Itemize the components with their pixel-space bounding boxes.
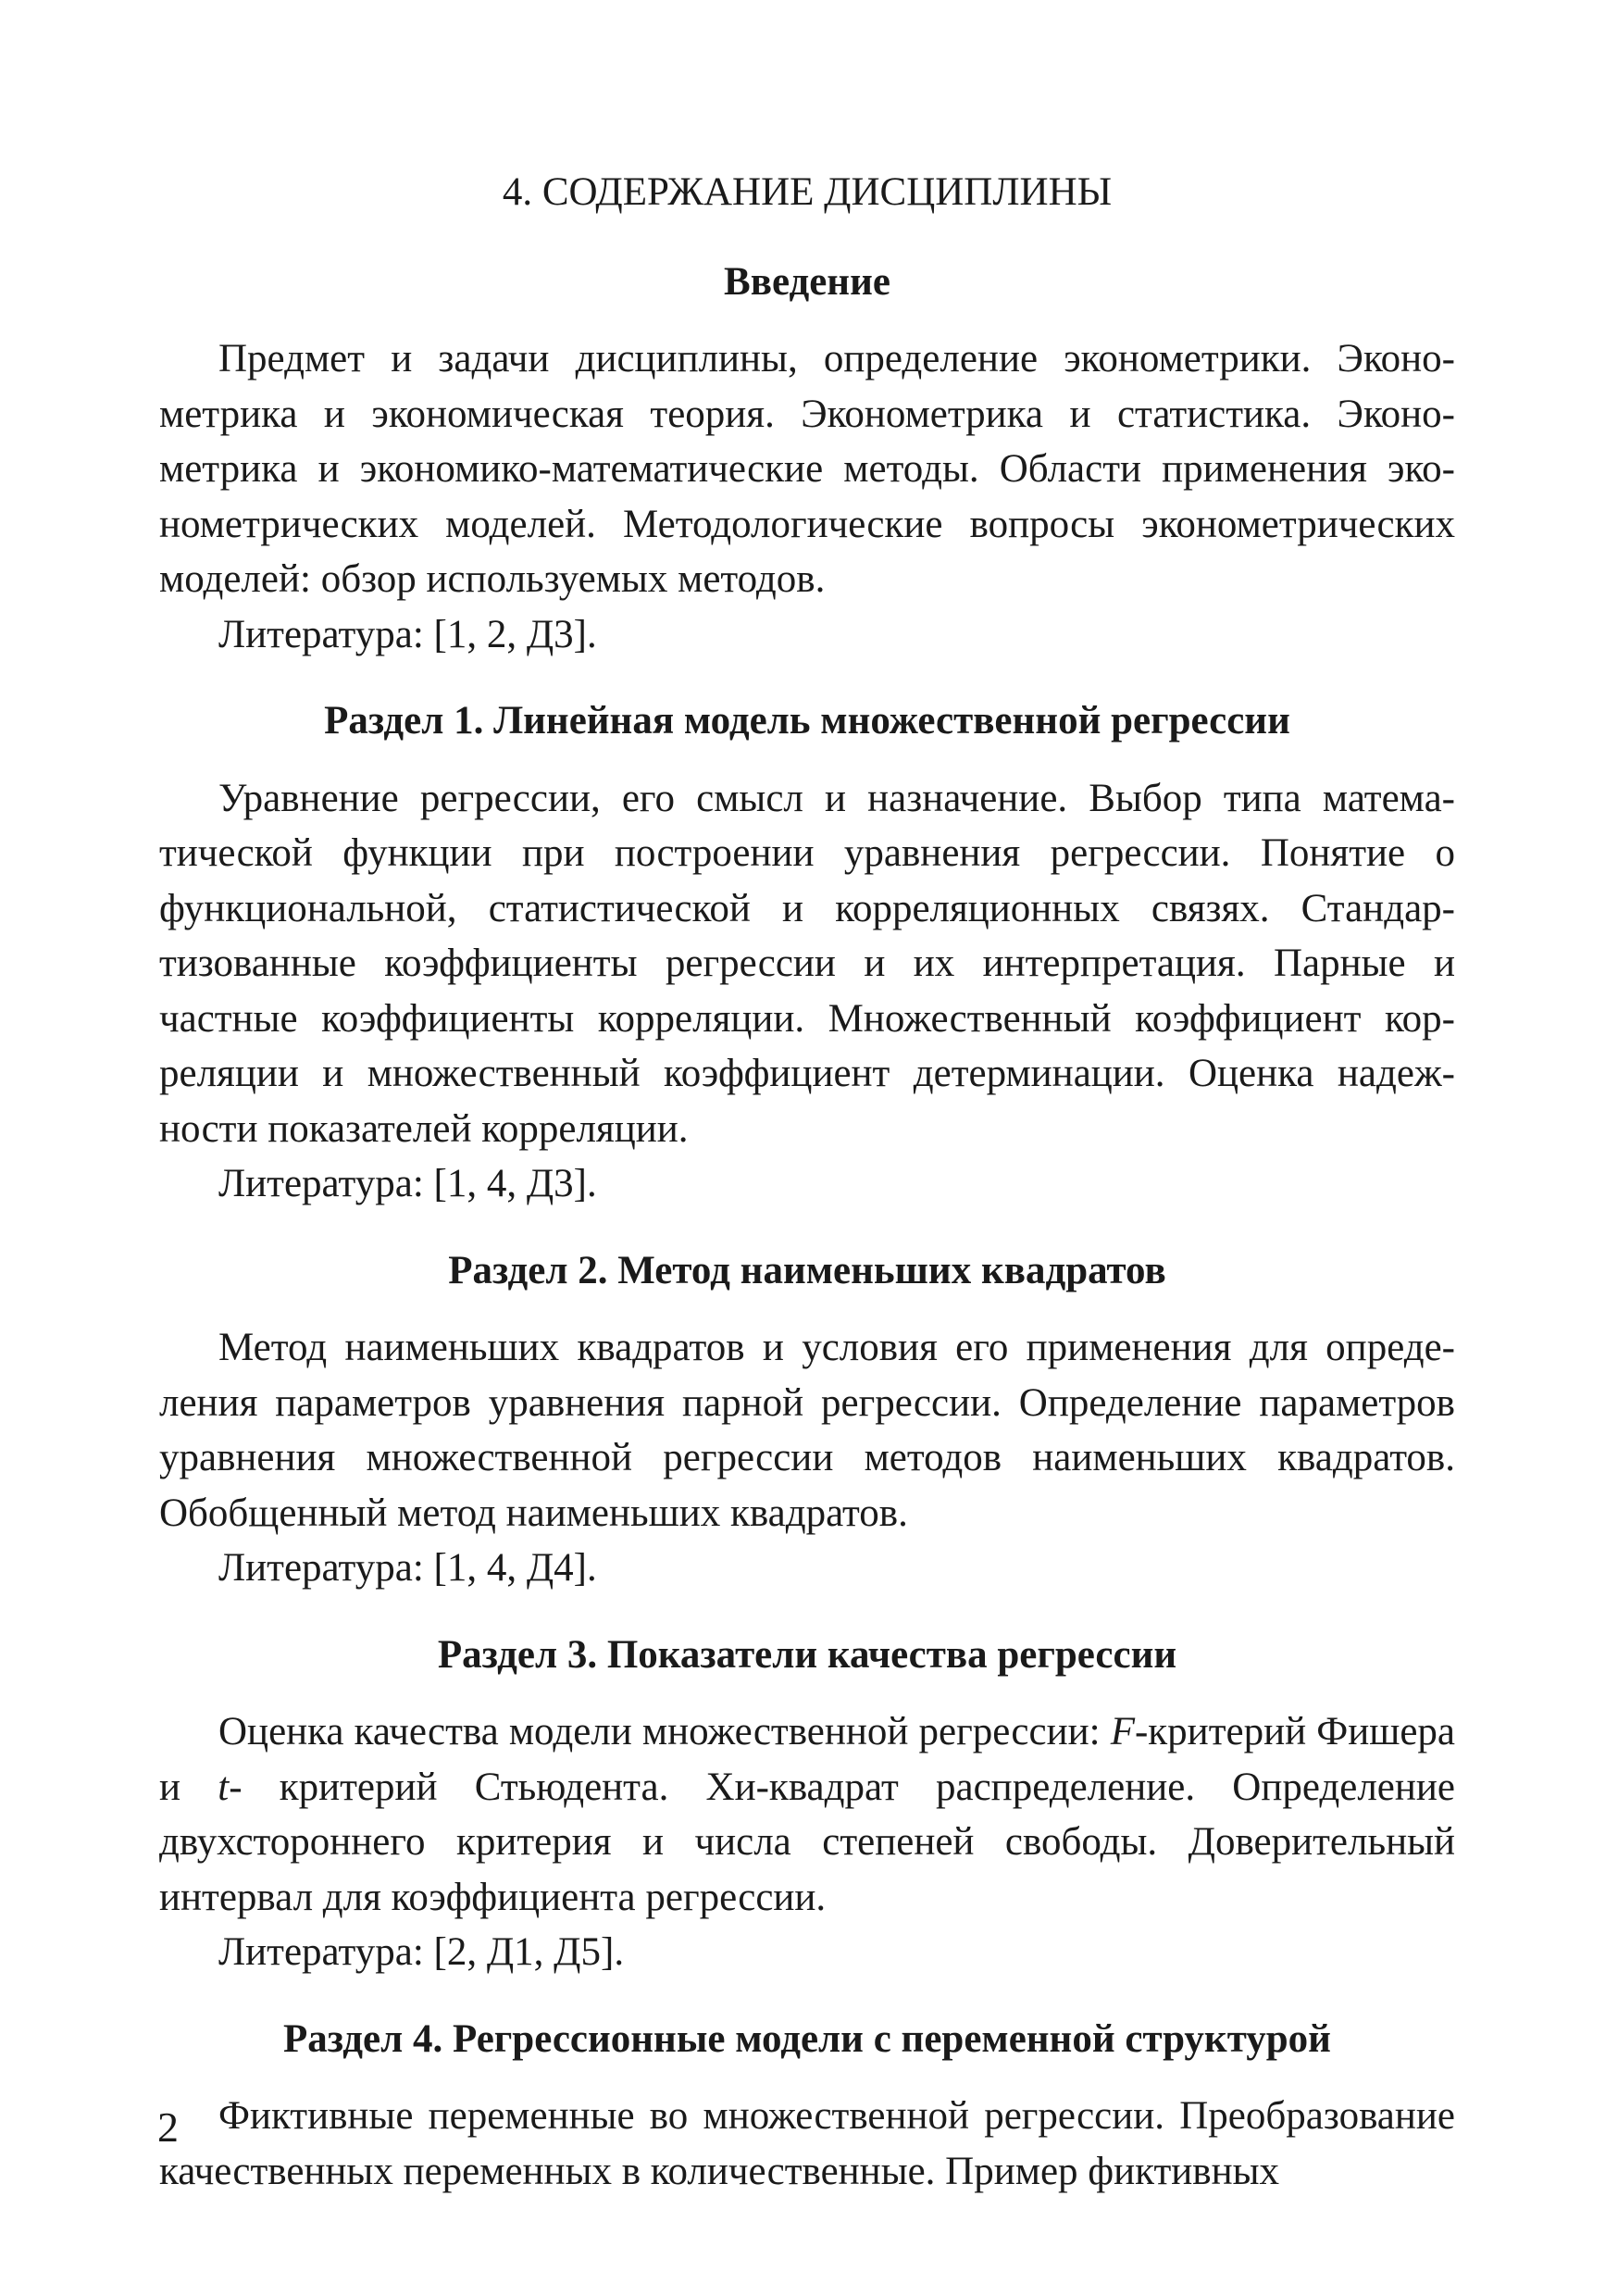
f-symbol: F [1110, 1710, 1135, 1753]
page-content [159, 165, 1455, 2199]
section-text: Предмет и задачи дисциплины, определение эконометрики. Эконометрика и экономическая теория. Эконометрика и статистика. Эконометрика и экономико-математические методы. Области применения эконометрических моделей. Методологические вопросы эконометрических моделей: обзор используемых методов. [159, 337, 1455, 601]
section-text: Уравнение регрессии, его смысл и назначение. Выбор типа математической функции при построении уравнения регрессии. Понятие о функциональной, статистической и корреляционных связях. Стандартизованные коэффициенты регрессии и их интерпретация. Парные и частные коэффициенты корреляции. Множественный коэффициент корреляции и множественный коэффициент детерминации. Оценка надежности показателей корреляции. [159, 776, 1455, 1151]
section-text: Метод наименьших квадратов и условия его применения для определения параметров уравнения парной регрессии. Определение параметров уравнения множественной регрессии методов наименьших квадратов. Обобщенный метод наименьших квадратов. [159, 1326, 1455, 1535]
section-heading: Введение [724, 259, 890, 304]
text-segment: - критерий Стьюдента. Хи-квадрат распределение. Определение двухстороннего критерия и числа степеней свободы. Доверительный интервал для коэффициента регрессии. [159, 1765, 1455, 1919]
section-heading: Раздел 1. Линейная модель множественной регрессии [324, 699, 1290, 742]
section-heading: Раздел 2. Метод наименьших квадратов [448, 1248, 1166, 1292]
section-text: Фиктивные переменные во множественной регрессии. Преобразование качественных переменных в количественные. Пример фиктивных [159, 2094, 1455, 2193]
section-heading: Раздел 4. Регрессионные модели с переменной структурой [283, 2016, 1331, 2061]
page-number: 2 [157, 2103, 179, 2151]
section-introduction [159, 255, 1455, 663]
chapter-title: 4. СОДЕРЖАНИЕ ДИСЦИПЛИНЫ [502, 170, 1113, 214]
literature-reference: Литература: [1, 4, Д4]. [218, 1546, 597, 1590]
text-segment: -критерий Фишера и [159, 1710, 1455, 1809]
section-2 [159, 1243, 1455, 1596]
t-symbol: t [218, 1765, 230, 1809]
section-text [159, 1704, 1455, 1925]
section-1 [159, 693, 1455, 1212]
text-segment: Оценка качества модели множественной регрессии: [218, 1710, 1111, 1753]
literature-reference: Литература: [2, Д1, Д5]. [218, 1930, 625, 1974]
section-3 [159, 1628, 1455, 1980]
section-4 [159, 2012, 1455, 2200]
literature-reference: Литература: [1, 4, Д3]. [218, 1162, 597, 1205]
section-heading: Раздел 3. Показатели качества регрессии [437, 1632, 1177, 1677]
literature-reference: Литература: [1, 2, Д3]. [218, 612, 597, 656]
